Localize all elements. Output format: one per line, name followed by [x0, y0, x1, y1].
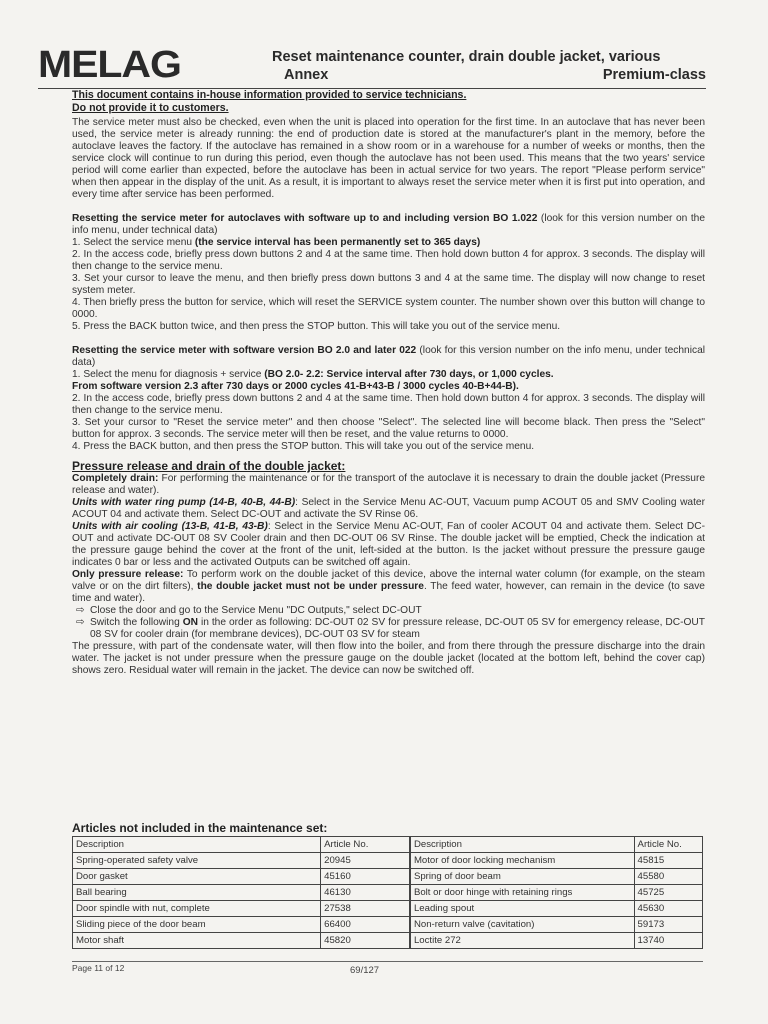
section1-heading: Resetting the service meter for autoclaves with software up to and including version BO 1.022 (look for this version number on the info menu, under technical data)	[72, 213, 705, 236]
section1-step3: 3. Set your cursor to leave the menu, and then briefly press down buttons 3 and 4 at the same time. The display will now change to reset system meter.	[72, 273, 705, 296]
section1-step4: 4. Then briefly press the button for service, which will reset the SERVICE system counter. The number shown over this button will change to 0000.	[72, 297, 705, 320]
header-title-line1: Reset maintenance counter, drain double jacket, various	[272, 49, 661, 65]
notice-line1: This document contains in-house information provided to service technicians.	[72, 89, 467, 101]
melag-logo: MELAG	[38, 44, 181, 86]
table-cell: 27538	[321, 901, 410, 917]
section2-step4: 4. Press the BACK button, and then press the STOP button. This will take you out of the service menu.	[72, 441, 535, 452]
column-header: Description	[410, 837, 634, 853]
header-annex: Annex	[284, 67, 329, 83]
table-cell: 45580	[634, 869, 702, 885]
column-header: Description	[73, 837, 321, 853]
section3-title: Pressure release and drain of the double jacket:	[72, 459, 346, 473]
section2-step1-cont: From software version 2.3 after 730 days or 2000 cycles 41-B+43-B / 3000 cycles 40-B+44-B).	[72, 381, 519, 392]
arrow-icon: ⇨	[76, 617, 85, 628]
bullet-item: ⇨ Close the door and go to the Service Menu "DC Outputs," select DC-OUT	[76, 605, 422, 616]
table-row	[73, 853, 703, 869]
section2-step2: 2. In the access code, briefly press down buttons 2 and 4 at the same time. Then hold down button 4 for approx. 3 seconds. The display will then change to the service menu.	[72, 393, 705, 416]
table-row	[73, 933, 703, 949]
table-cell: Spring of door beam	[410, 869, 634, 885]
table-cell: Door gasket	[73, 869, 321, 885]
table-cell: 59173	[634, 917, 702, 933]
table-cell: 45630	[634, 901, 702, 917]
table-cell: Motor of door locking mechanism	[410, 853, 634, 869]
table-cell: 45815	[634, 853, 702, 869]
intro-paragraph: The service meter must also be checked, even when the unit is placed into operation for the first time. In an autoclave that has never been used, the service meter is already running: the end of production date is stored at the manufacturer's plant in the memory, before the autoclave leaves the factory. If the autoclave has remained in a show room or in a warehouse for a number of weeks or months, then the service clock will continue to run during this period, even though the autoclave has not been used. This means that the two years' service period will come earlier than expected, before the autoclave has been in actual service for two years. The report "Please perform service" when then appear in the display of the unit. As a result, it is important to always reset the service meter when it is first put into operation, and every time after service has been performed.	[72, 117, 705, 200]
table-cell: Non-return valve (cavitation)	[410, 917, 634, 933]
table-cell: 45160	[321, 869, 410, 885]
table-cell: 46130	[321, 885, 410, 901]
table-cell: 45725	[634, 885, 702, 901]
complete-drain-paragraph: Completely drain: For performing the maintenance or for the transport of the autoclave it is necessary to drain the double jacket (Pressure release and water).	[72, 473, 706, 496]
table-row	[73, 917, 703, 933]
articles-table	[72, 836, 703, 949]
articles-title: Articles not included in the maintenance set:	[72, 821, 328, 835]
table-row	[73, 901, 703, 917]
table-cell: Bolt or door hinge with retaining rings	[410, 885, 634, 901]
bullet-item: ⇨ Switch the following ON in the order as following: DC-OUT 02 SV for pressure release, DC-OUT 05 SV for emergency release, DC-OUT 08 SV for cooler drain (for membrane devices), DC-OUT 03 SV for steam	[76, 617, 705, 640]
closing-paragraph: The pressure, with part of the condensate water, will then flow into the boiler, and from there through the pressure discharge into the drain water. The jacket is not under pressure when the pressure gauge on the double jacket (located at the bottom left, behind the cover cap) shows zero. Residual water will remain in the jacket. The device can now be switched off.	[72, 641, 705, 676]
section1-step5: 5. Press the BACK button twice, and then press the STOP button. This will take you out of the service menu.	[72, 321, 561, 332]
table-cell: Ball bearing	[73, 885, 321, 901]
air-cooling-paragraph: Units with air cooling (13-B, 41-B, 43-B): Select in the Service Menu AC-OUT, Fan of cooler ACOUT 04 and activate them. Select DC-OUT and activate DC-OUT 08 SV Cooler drain and then DC-OUT 06 SV Rinse. The double jacket will be emptied, Check the indication at the pressure gauge behind the cover at the front of the unit, left-sided at the button. Is the jacket without pressure the pressure gauge indicates 0 bar or less and the activated Outputs can be switched off again.	[72, 521, 705, 568]
table-cell: Leading spout	[410, 901, 634, 917]
table-cell: Door spindle with nut, complete	[73, 901, 321, 917]
section2-heading: Resetting the service meter with software version BO 2.0 and later 022 (look for this version number on the info menu, under technical data)	[72, 345, 705, 368]
water-ring-paragraph: Units with water ring pump (14-B, 40-B, 44-B): Select in the Service Menu AC-OUT, Vacuum pump ACOUT 05 and SMV Cooling water ACOUT 04 and activate them. Select DC-OUT and activate the SV Rinse 06.	[72, 497, 705, 520]
table-row	[73, 885, 703, 901]
page-number: Page 11 of 12	[72, 963, 125, 973]
table-cell: 20945	[321, 853, 410, 869]
table-cell: Sliding piece of the door beam	[73, 917, 321, 933]
column-header: Article No.	[634, 837, 702, 853]
internal-notice	[72, 89, 712, 115]
notice-line2: Do not provide it to customers.	[72, 102, 229, 114]
pressure-release-paragraph: Only pressure release: To perform work on the double jacket of this device, above the internal water column (for example, on the steam valve or on the dirt filters), the double jacket must not be under pressure. The feed water, however, can remain in the device (to save time and water).	[72, 569, 706, 604]
table-cell: Loctite 272	[410, 933, 634, 949]
section1-step1: 1. Select the service menu (the service interval has been permanently set to 365 days)	[72, 237, 481, 248]
section2-step1: 1. Select the menu for diagnosis + service (BO 2.0- 2.2: Service interval after 730 days, or 1,000 cycles.	[72, 369, 554, 380]
table-cell: 13740	[634, 933, 702, 949]
table-cell: 66400	[321, 917, 410, 933]
table-cell: Spring-operated safety valve	[73, 853, 321, 869]
document-body	[72, 117, 705, 677]
section1-step2: 2. In the access code, briefly press down buttons 2 and 4 at the same time. Then hold down button 4 for approx. 3 seconds. The display will then change to the service menu.	[72, 249, 705, 272]
table-cell: Motor shaft	[73, 933, 321, 949]
section2-step3: 3. Set your cursor to "Reset the service meter" and then choose "Select". The selected line will become black. Then press the "Select" button for approx. 3 seconds. The service meter will then be reset, and the value returns to 0000.	[72, 417, 705, 440]
header-class: Premium-class	[602, 67, 706, 83]
footer-divider	[72, 961, 703, 962]
arrow-icon: ⇨	[76, 605, 85, 616]
column-header: Article No.	[321, 837, 410, 853]
sheet-number: 69/127	[350, 965, 380, 976]
page-header-title	[272, 48, 706, 84]
table-header-row	[73, 837, 703, 853]
table-cell: 45820	[321, 933, 410, 949]
table-row	[73, 869, 703, 885]
